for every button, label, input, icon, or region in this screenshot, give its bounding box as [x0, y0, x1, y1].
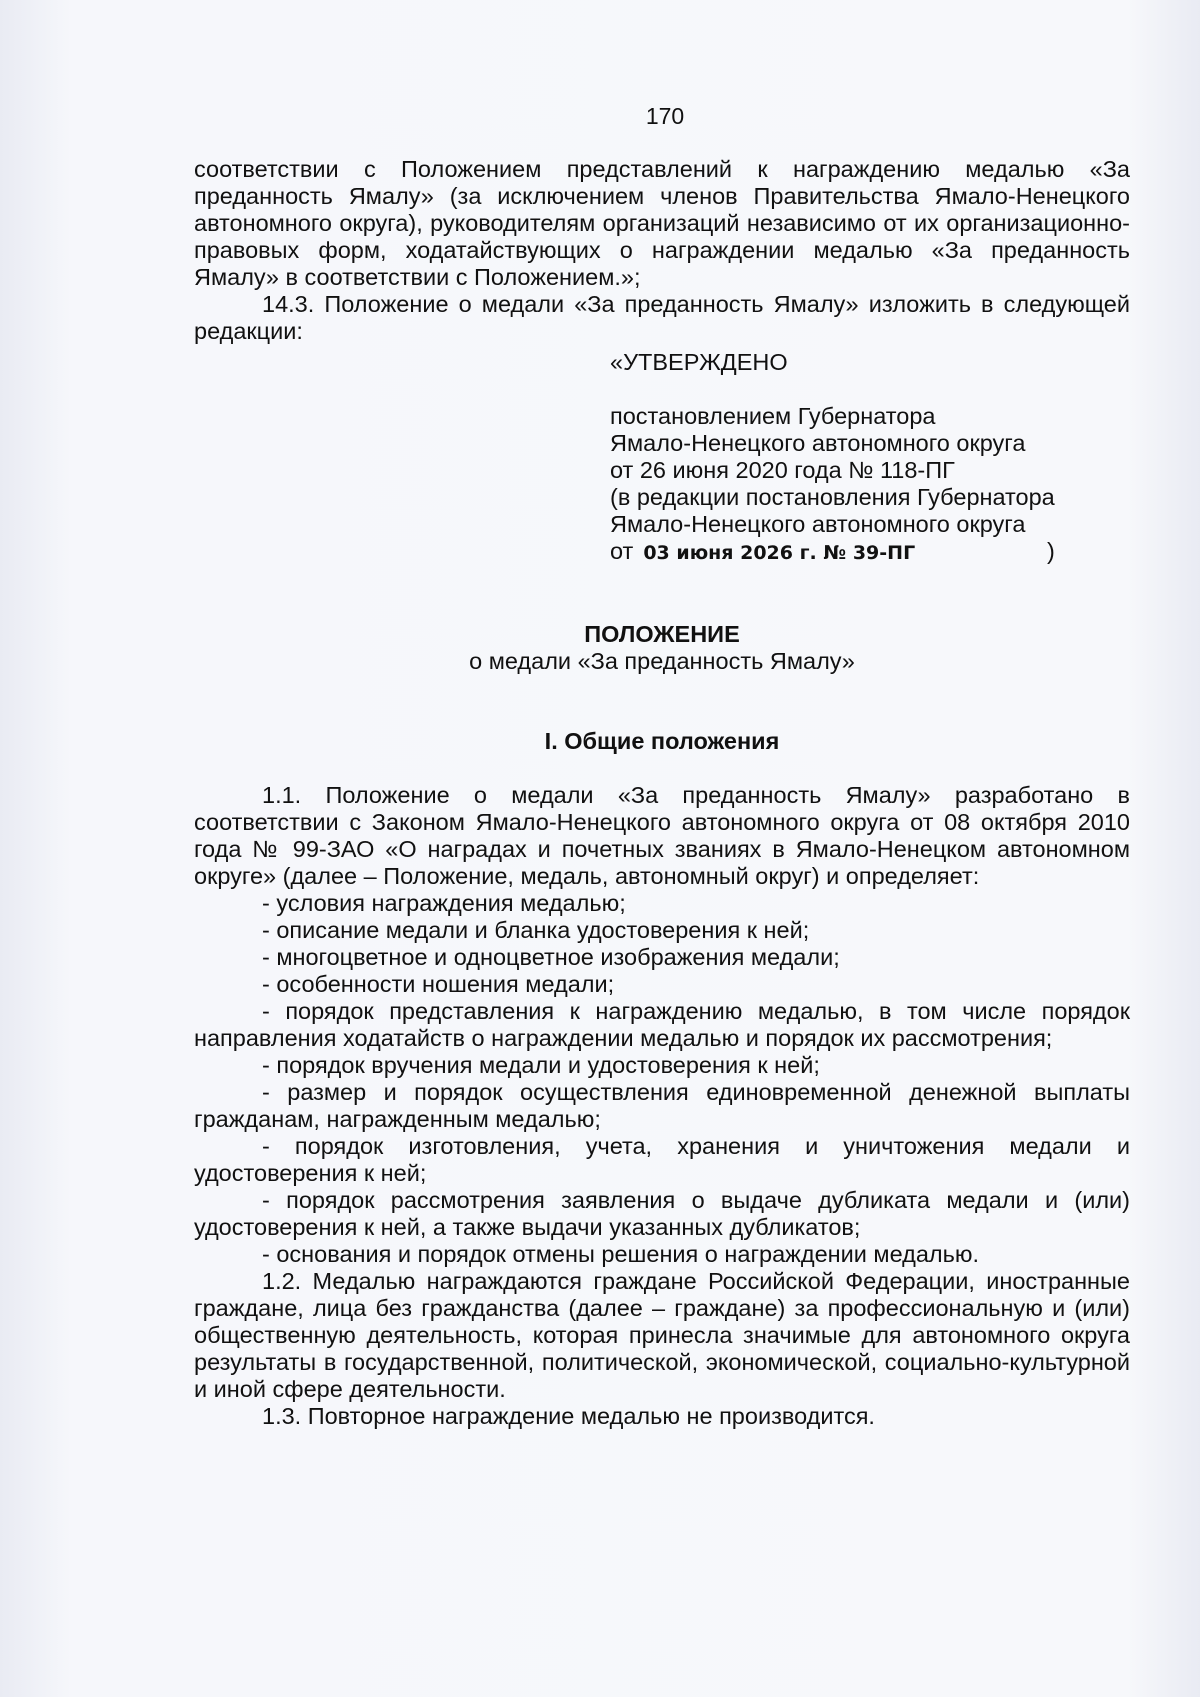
paragraph-1-1: 1.1. Положение о медали «За преданность Ямалу» разработано в соответствии с Законом Ямало-Ненецкого автономного округа от 08 октября 2010 года № 99-ЗАО «О наградах и почетных званиях в Ямало-Ненецком автономном округе» (далее – Положение, медаль, автономный округ) и определяет: — [194, 782, 1130, 889]
list-item: - особенности ношения медали; — [262, 971, 615, 997]
approval-line: (в редакции постановления Губернатора — [610, 484, 1055, 510]
section-title: I. Общие положения — [544, 728, 780, 754]
approval-from-prefix: от — [610, 538, 634, 564]
list-item: - описание медали и бланка удостоверения к ней; — [262, 917, 810, 943]
document-title: ПОЛОЖЕНИЕ — [584, 621, 740, 647]
list-item: - основания и порядок отмены решения о награждении медалью. — [262, 1241, 980, 1267]
paragraph-1-3: 1.3. Повторное награждение медалью не производится. — [262, 1403, 875, 1429]
page-number: 170 — [645, 103, 685, 129]
approval-heading: «УТВЕРЖДЕНО — [610, 349, 788, 375]
list-item: - условия награждения медалью; — [262, 890, 626, 916]
closing-parenthesis: ) — [1047, 538, 1055, 564]
list-item: - порядок вручения медали и удостоверения к ней; — [262, 1052, 820, 1078]
list-item: - порядок представления к награждению медалью, в том числе порядок направления ходатайств о награждении медалью и порядок их рассмотрения; — [194, 998, 1130, 1051]
intro-block — [194, 156, 1130, 345]
list-item: - порядок изготовления, учета, хранения и уничтожения медали и удостоверения к ней; — [194, 1133, 1130, 1186]
list-item: - порядок рассмотрения заявления о выдаче дубликата медали и (или) удостоверения к ней, а также выдачи указанных дубликатов; — [194, 1187, 1130, 1240]
approval-date-line — [610, 538, 1130, 567]
list-item: - размер и порядок осуществления единовременной денежной выплаты гражданам, награжденным медалью; — [194, 1079, 1130, 1132]
paragraph-1-2: 1.2. Медалью награждаются граждане Российской Федерации, иностранные граждане, лица без гражданства (далее – граждане) за профессиональную и (или) общественную деятельность, которая принесла значимые для автономного округа результаты в государственной, политической, экономической, социально-культурной и иной сфере деятельности. — [194, 1268, 1130, 1402]
stamped-date: 03 июня 2026 г. № 39-ПГ — [643, 542, 916, 564]
approval-line: Ямало-Ненецкого автономного округа — [610, 430, 1026, 456]
approval-block — [610, 349, 1130, 567]
document-subtitle: о медали «За преданность Ямалу» — [469, 648, 855, 674]
continuation-paragraph: соответствии с Положением представлений к награждению медалью «За преданность Ямалу» (за исключением членов Правительства Ямало-Ненецкого автономного округа), руководителям организаций независимо от их организационно-правовых форм, ходатайствующих о награждении медалью «За преданность Ямалу» в соответствии с Положением.»; — [194, 156, 1130, 290]
approval-line: постановлением Губернатора — [610, 403, 936, 429]
approval-line: от 26 июня 2020 года № 118-ПГ — [610, 457, 955, 483]
list-item: - многоцветное и одноцветное изображения медали; — [262, 944, 840, 970]
approval-line: Ямало-Ненецкого автономного округа — [610, 511, 1026, 537]
item-14-3-paragraph: 14.3. Положение о медали «За преданность Ямалу» изложить в следующей редакции: — [194, 291, 1130, 344]
section-body — [194, 782, 1130, 1430]
